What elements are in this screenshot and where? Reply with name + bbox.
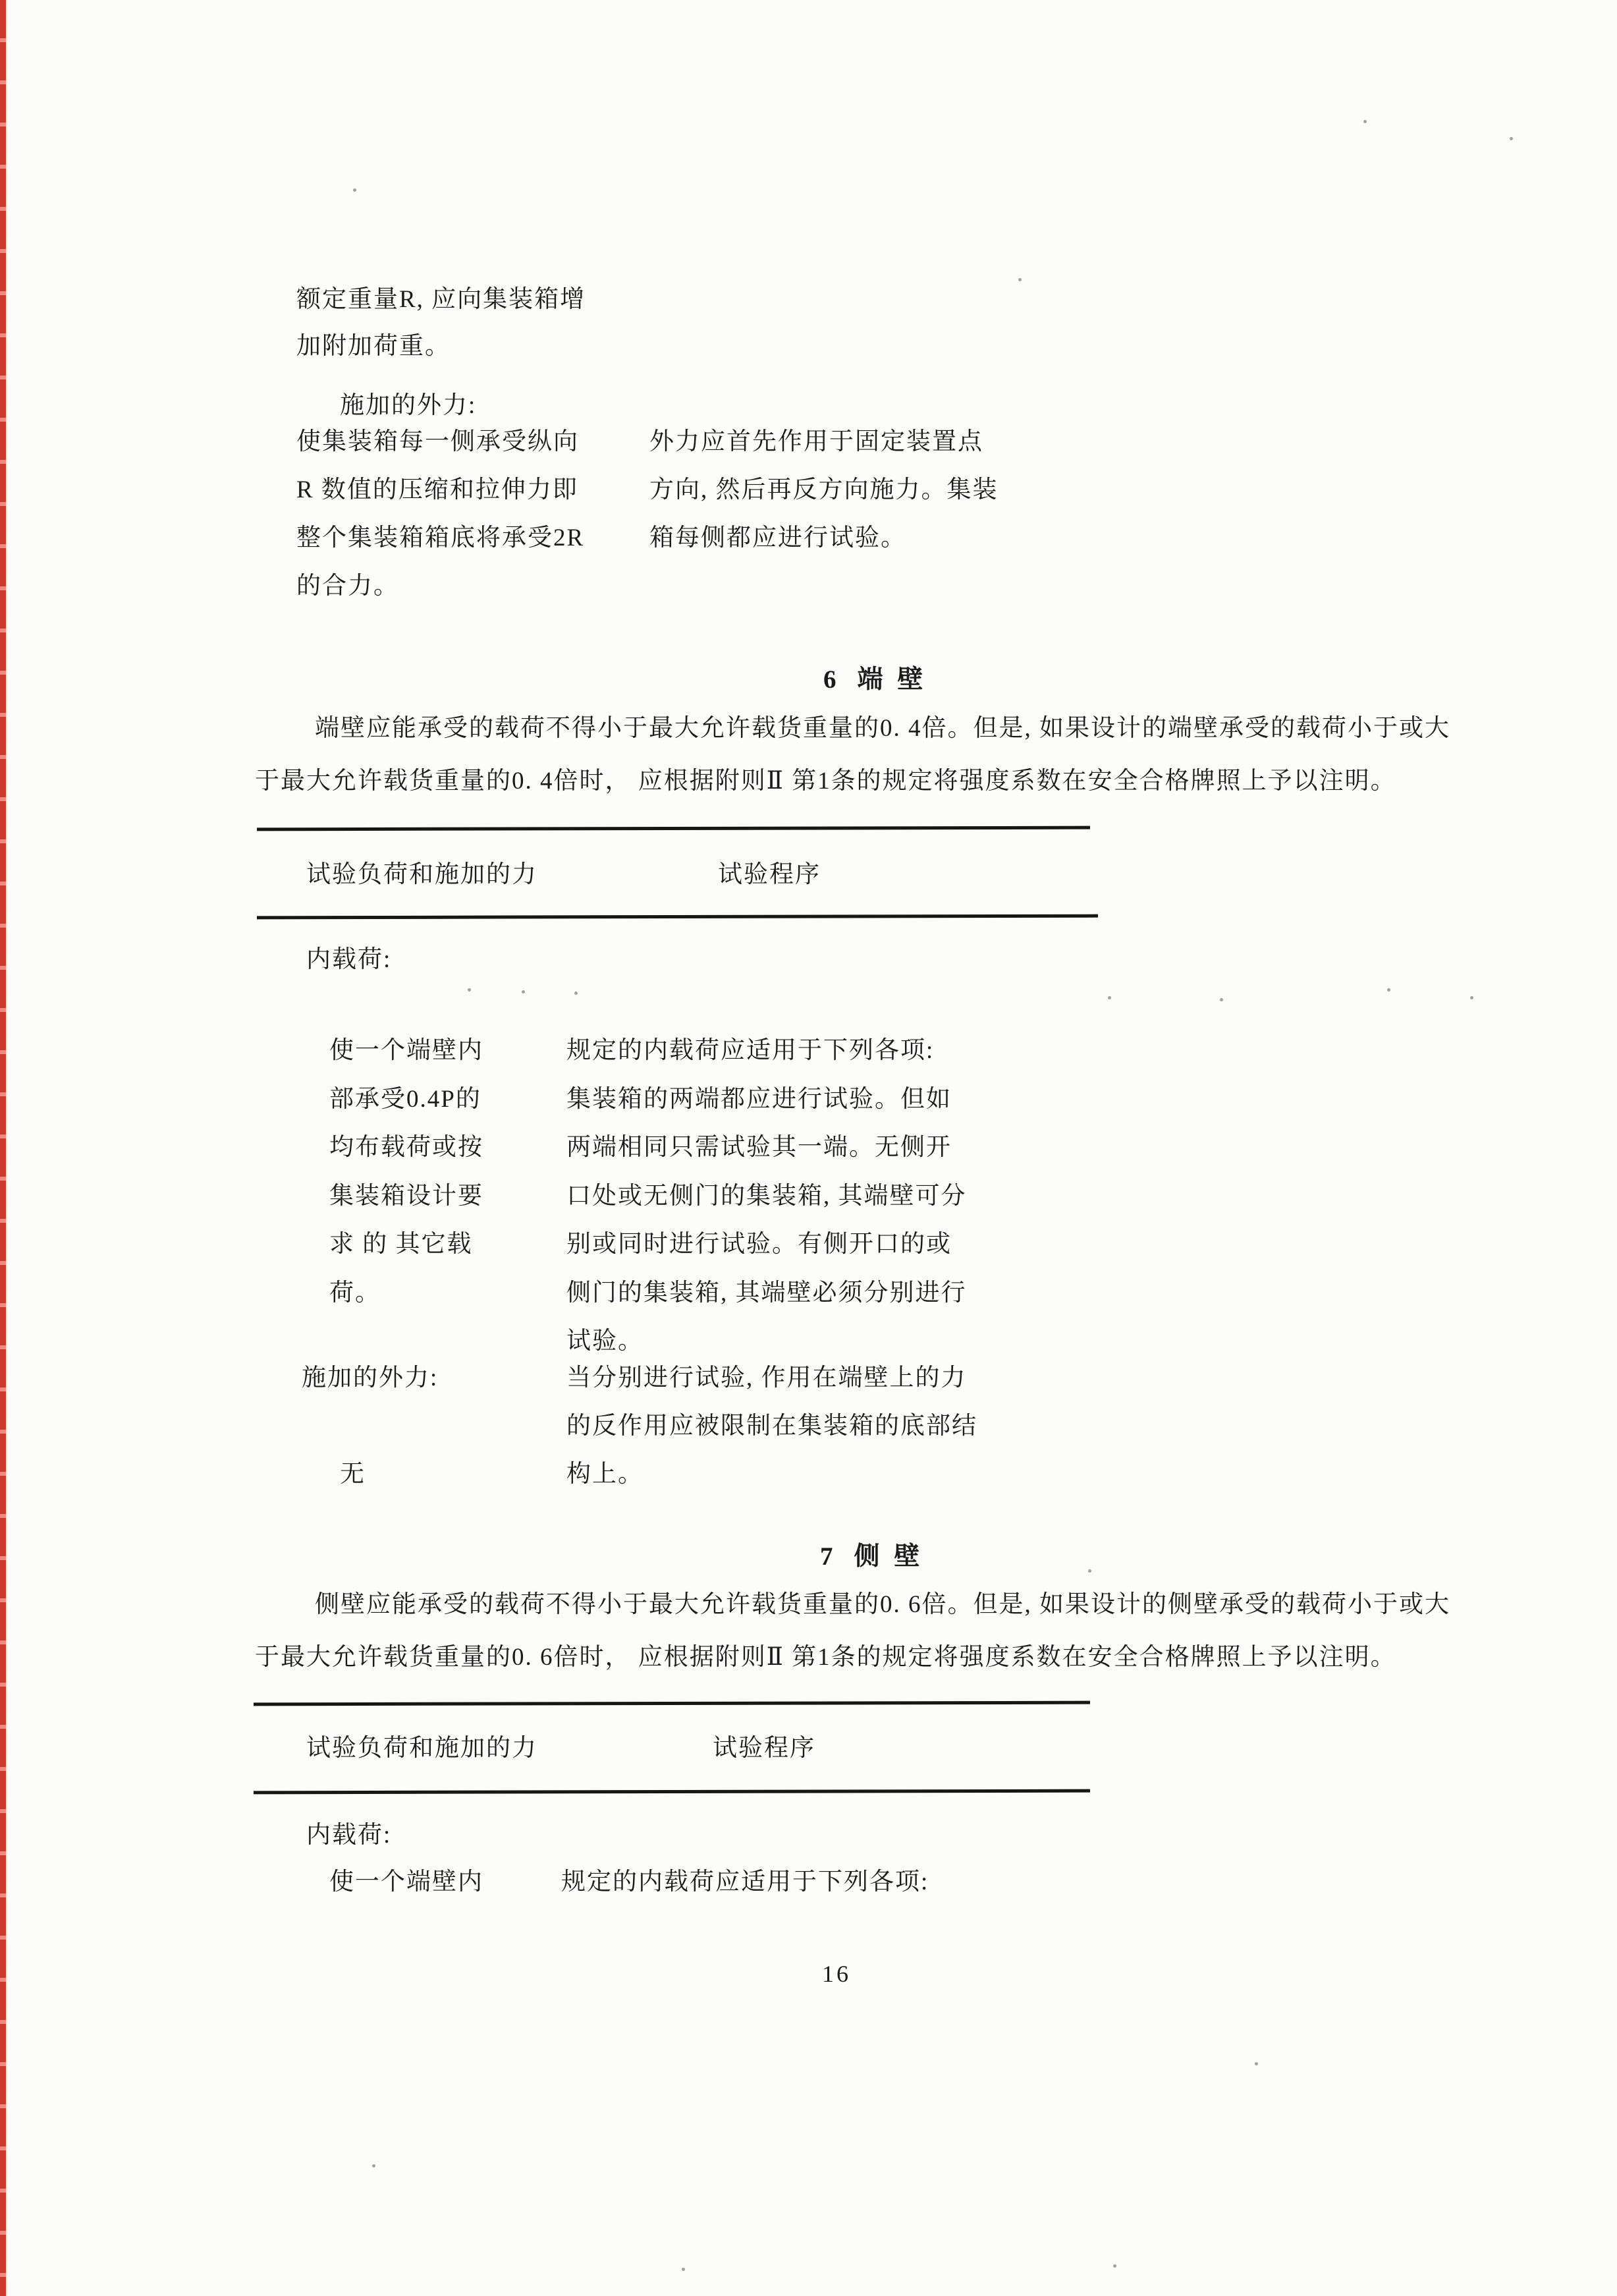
scan-speck [1018, 278, 1022, 281]
table2-row1-right-cell: 规定的内载荷应适用于下列各项: [561, 1868, 929, 1895]
intro-column-right [649, 418, 999, 562]
table1-header-col2: 试验程序 [718, 861, 821, 888]
intro-column-left [296, 418, 584, 610]
text-line: 的合力。 [296, 573, 399, 600]
text-line: 的反作用应被限制在集装箱的底部结 [566, 1413, 977, 1440]
section6-number: 6 [823, 665, 840, 694]
section6-title: 端 壁 [857, 665, 927, 694]
table1-row2-right-cell [566, 1354, 977, 1498]
scan-speck [468, 988, 471, 992]
text-line: 使集装箱每一侧承受纵向 [296, 428, 579, 455]
table1-rule-top [257, 826, 1090, 831]
text-line: 均布载荷或按 [329, 1134, 483, 1161]
text-line: 构上。 [566, 1461, 644, 1488]
section6-heading [823, 656, 927, 704]
table1-rule-bottom [257, 914, 1098, 920]
table1-row2-left-cell: 无 [340, 1461, 366, 1488]
text-line: 规定的内载荷应适用于下列各项: [566, 1037, 935, 1064]
section7-number: 7 [820, 1542, 837, 1571]
scan-speck [574, 992, 578, 995]
text-line: 使一个端壁内 [329, 1037, 483, 1064]
text-line: 方向, 然后再反方向施力。集装 [649, 476, 999, 503]
scan-speck [1510, 137, 1513, 140]
text-line: 别或同时进行试验。有侧开口的或 [566, 1231, 952, 1258]
scan-speck [1108, 996, 1111, 999]
scan-speck [1470, 996, 1473, 999]
text-line: 外力应首先作用于固定装置点 [649, 428, 983, 455]
section7-heading [820, 1532, 923, 1581]
scan-edge-artifact [0, 0, 6, 2296]
table1-row1-left-cell [329, 1026, 483, 1317]
text-line: 整个集装箱箱底将承受2R [296, 524, 585, 551]
table1-row2-label: 施加的外力: [302, 1364, 439, 1391]
scan-speck [1220, 998, 1223, 1001]
text-line: 集装箱设计要 [329, 1182, 483, 1210]
scan-speck [1255, 2062, 1258, 2065]
table1-header-col1: 试验负荷和施加的力 [306, 861, 537, 888]
section6-paragraph-line1: 端壁应能承受的载荷不得小于最大允许载货重量的0. 4倍。但是, 如果设计的端壁承受的载荷小于或大 [315, 715, 1450, 742]
table1-row1-right-cell [566, 1026, 967, 1366]
scan-speck [1088, 1569, 1091, 1573]
text-line: 加附加荷重。 [296, 333, 451, 360]
table2-rule-top [254, 1701, 1090, 1706]
scan-speck [1363, 120, 1367, 123]
text-line: 荷。 [329, 1279, 381, 1306]
text-line: 部承受0.4P的 [329, 1085, 481, 1113]
text-line: 口处或无侧门的集装箱, 其端壁可分 [566, 1182, 967, 1210]
table2-group-label: 内载荷: [306, 1822, 392, 1849]
text-line: R 数值的压缩和拉伸力即 [296, 476, 578, 503]
text-line: 集装箱的两端都应进行试验。但如 [566, 1085, 952, 1113]
table2-row1-left-cell: 使一个端壁内 [329, 1868, 483, 1895]
table2-rule-bottom [254, 1789, 1090, 1795]
text-line: 当分别进行试验, 作用在端壁上的力 [566, 1364, 967, 1391]
table2-header-col2: 试验程序 [713, 1735, 815, 1762]
text-line: 额定重量R, 应向集装箱增 [296, 286, 586, 313]
scan-speck [1113, 2264, 1116, 2268]
section6-paragraph-line2: 于最大允许载货重量的0. 4倍时， 应根据附则Ⅱ 第1条的规定将强度系数在安全合格牌照上予以注明。 [255, 768, 1396, 795]
text-line: 两端相同只需试验其一端。无侧开 [566, 1134, 952, 1161]
table2-header-col1: 试验负荷和施加的力 [306, 1735, 537, 1762]
section7-paragraph-line2: 于最大允许载货重量的0. 6倍时， 应根据附则Ⅱ 第1条的规定将强度系数在安全合格牌照上予以注明。 [255, 1644, 1396, 1671]
text-line: 侧门的集装箱, 其端壁必须分别进行 [566, 1279, 967, 1306]
intro-applied-force-label: 施加的外力: [340, 392, 477, 419]
table1-group-label: 内载荷: [306, 946, 392, 973]
scan-speck [522, 990, 525, 994]
text-line: 试验。 [566, 1328, 644, 1355]
text-line: 箱每侧都应进行试验。 [649, 524, 906, 551]
scan-speck [353, 188, 356, 192]
section7-paragraph-line1: 侧壁应能承受的载荷不得小于最大允许载货重量的0. 6倍。但是, 如果设计的侧壁承受的载荷小于或大 [315, 1591, 1450, 1618]
scan-speck [372, 2164, 375, 2168]
scan-speck [1387, 988, 1390, 992]
scan-speck [682, 2268, 685, 2271]
intro-left-text [296, 276, 586, 370]
section7-title: 侧 壁 [854, 1542, 924, 1571]
page-number: 16 [822, 1961, 851, 1987]
text-line: 求 的 其它载 [329, 1231, 473, 1258]
